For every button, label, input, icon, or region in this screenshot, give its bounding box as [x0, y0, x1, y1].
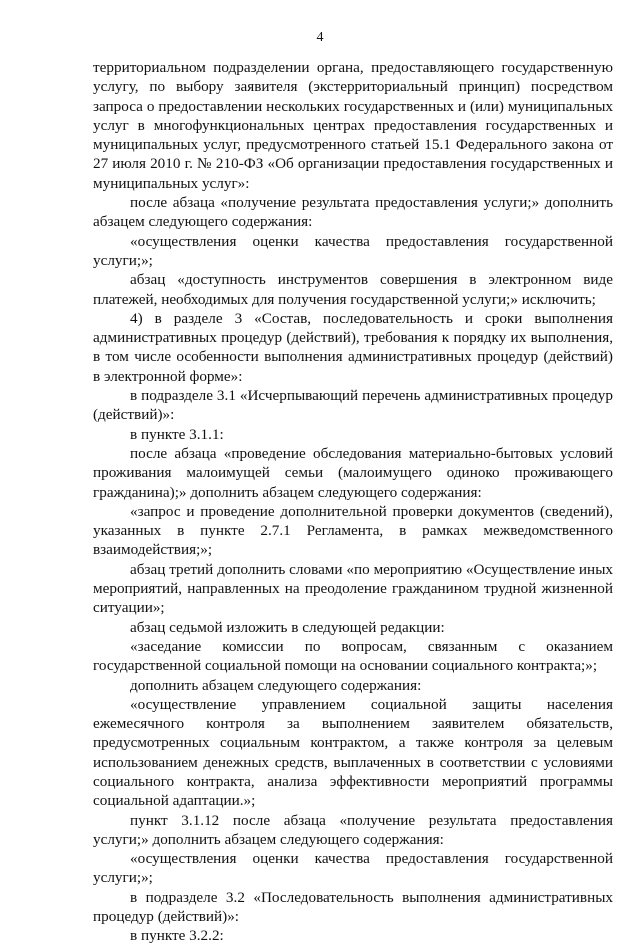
paragraph: дополнить абзацем следующего содержания: [130, 676, 422, 694]
page-number: 4 [316, 30, 324, 45]
paragraph: абзац третий дополнить словами «по мероприятию «Осуществление иных мероприятий, направленных на преодоление гражданином трудной жизненной ситуации»; [93, 560, 613, 617]
paragraph: «осуществления оценки качества предоставления государственной услуги;»; [93, 850, 613, 887]
paragraph: в подразделе 3.1 «Исчерпывающий перечень административных процедур (действий)»: [93, 387, 613, 424]
paragraph: «запрос и проведение дополнительной проверки документов (сведений), указанных в пункте 2.7.1 Регламента, в рамках межведомственного взаимодействия;»; [93, 502, 613, 559]
paragraph: в пункте 3.1.1: [130, 425, 224, 443]
paragraph: пункт 3.1.12 после абзаца «получение результата предоставления услуги;» дополнить абзацем следующего содержания: [93, 811, 613, 848]
paragraph-continuation: территориальном подразделении органа, предоставляющего государственную услугу, по выбору заявителя (экстерриториальный принцип) посредством запроса о предоставлении нескольких государственных и (или) муниципальных услуг в многофункциональных центрах предоставления государственных и муниципальных услуг, предусмотренного статьей 15.1 Федерального закона от 27 июля 2010 г. № 210-ФЗ «Об организации предоставления государственных и муниципальных услуг»: [93, 59, 613, 192]
paragraph: «заседание комиссии по вопросам, связанным с оказанием государственной социальной помощи на основании социального контракта;»; [93, 637, 613, 675]
paragraph: в подразделе 3.2 «Последовательность выполнения административных процедур (действий)»: [93, 888, 613, 926]
document-body [93, 58, 613, 946]
paragraph: после абзаца «получение результата предоставления услуги;» дополнить абзацем следующего содержания: [93, 194, 613, 231]
paragraph: «осуществления оценки качества предоставления государственной услуги;»; [93, 232, 613, 269]
paragraph: абзац «доступность инструментов совершения в электронном виде платежей, необходимых для получения государственной услуги;» исключить; [93, 271, 613, 308]
paragraph: в пункте 3.2.2: [130, 927, 224, 945]
paragraph: абзац седьмой изложить в следующей редакции: [130, 618, 445, 636]
paragraph: после абзаца «проведение обследования материально-бытовых условий проживания малоимущей семьи (малоимущего одиноко проживающего гражданина);» дополнить абзацем следующего содержания: [93, 444, 613, 501]
paragraph: 4) в разделе 3 «Состав, последовательность и сроки выполнения административных процедур (действий), требования к порядку их выполнения, в том числе особенности выполнения административных процедур (действий) в электронной форме»: [93, 309, 613, 385]
paragraph: «осуществление управлением социальной защиты населения ежемесячного контроля за выполнением заявителем обязательств, предусмотренных социальным контрактом, а также контроля за целевым использованием денежных средств, выплаченных в соответствии с условиями социального контракта, анализа эффективности мероприятий программы социальной адаптации.»; [93, 695, 613, 810]
